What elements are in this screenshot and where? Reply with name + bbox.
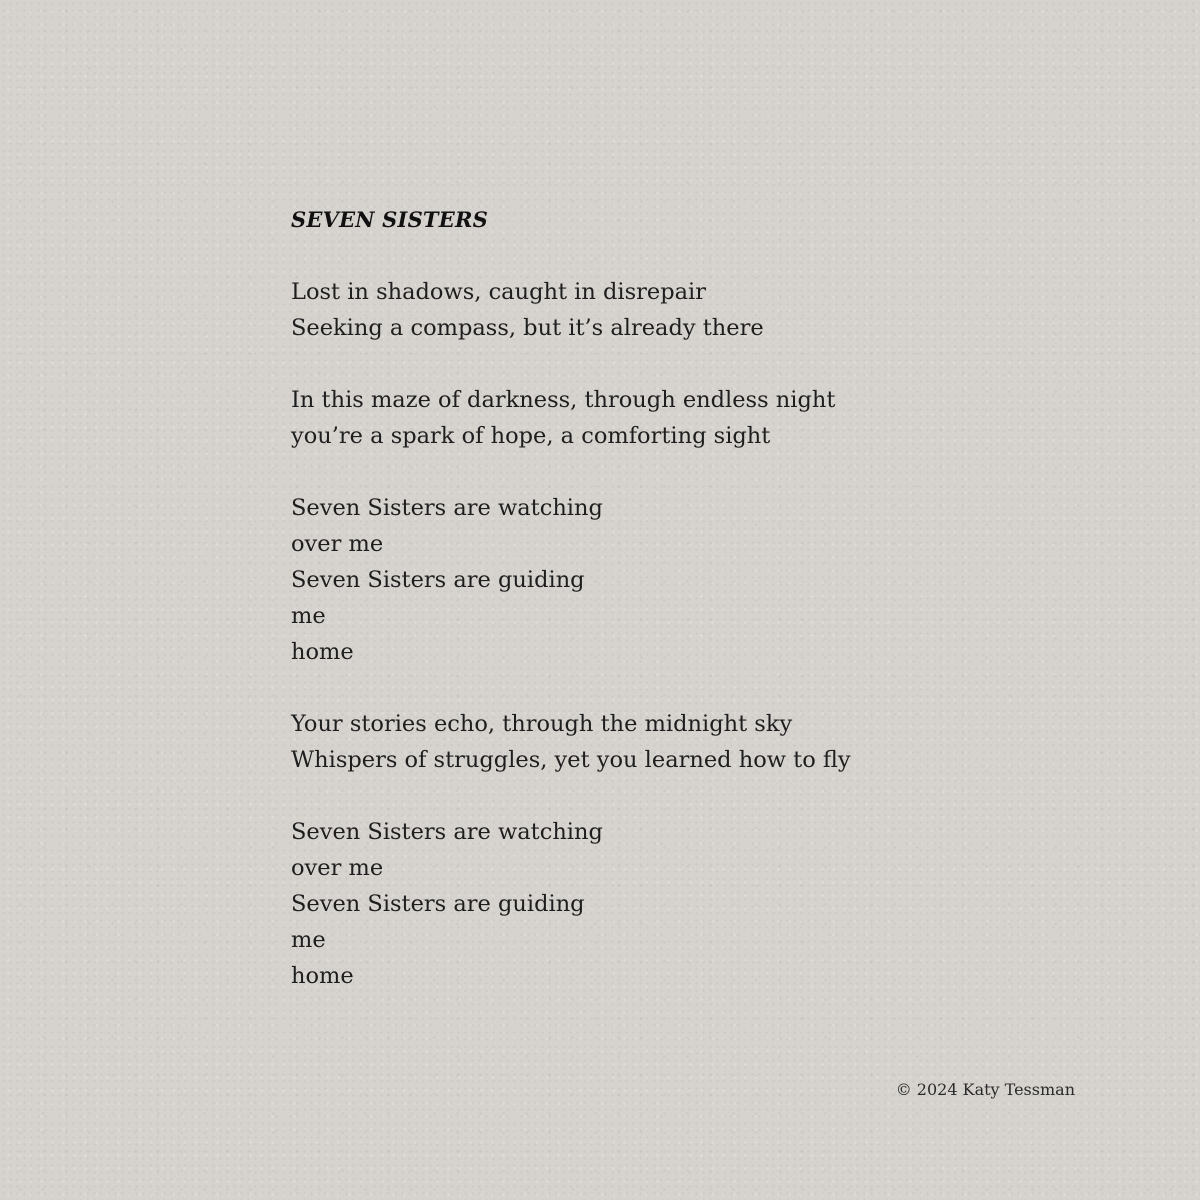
- poem-line: me: [291, 927, 326, 953]
- copyright-notice: © 2024 Katy Tessman: [895, 1080, 1075, 1099]
- stanza-3-chorus: [291, 490, 1071, 670]
- poem-line: home: [291, 963, 354, 989]
- poem-line: me: [291, 603, 326, 629]
- poem-line: Your stories echo, through the midnight sky: [291, 711, 793, 737]
- poem-body: [291, 202, 1071, 1030]
- poem-line: Seven Sisters are watching: [291, 819, 603, 845]
- poem-line: home: [291, 639, 354, 665]
- poem-line: Seven Sisters are watching: [291, 495, 603, 521]
- stanza-2: [291, 382, 1071, 454]
- stanza-4: [291, 706, 1071, 778]
- stanza-1: [291, 274, 1071, 346]
- poem-line: you’re a spark of hope, a comforting sight: [291, 423, 771, 449]
- poem-line: Seven Sisters are guiding: [291, 891, 585, 917]
- poem-title: SEVEN SISTERS: [291, 207, 488, 232]
- poem-line: over me: [291, 855, 384, 881]
- poem-line: In this maze of darkness, through endless night: [291, 387, 836, 413]
- poem-line: Whispers of struggles, yet you learned how to fly: [291, 747, 851, 773]
- poem-line: Seeking a compass, but it’s already there: [291, 315, 764, 341]
- poem-line: Lost in shadows, caught in disrepair: [291, 279, 706, 305]
- poem-line: over me: [291, 531, 384, 557]
- stanza-5-chorus: [291, 814, 1071, 994]
- poem-line: Seven Sisters are guiding: [291, 567, 585, 593]
